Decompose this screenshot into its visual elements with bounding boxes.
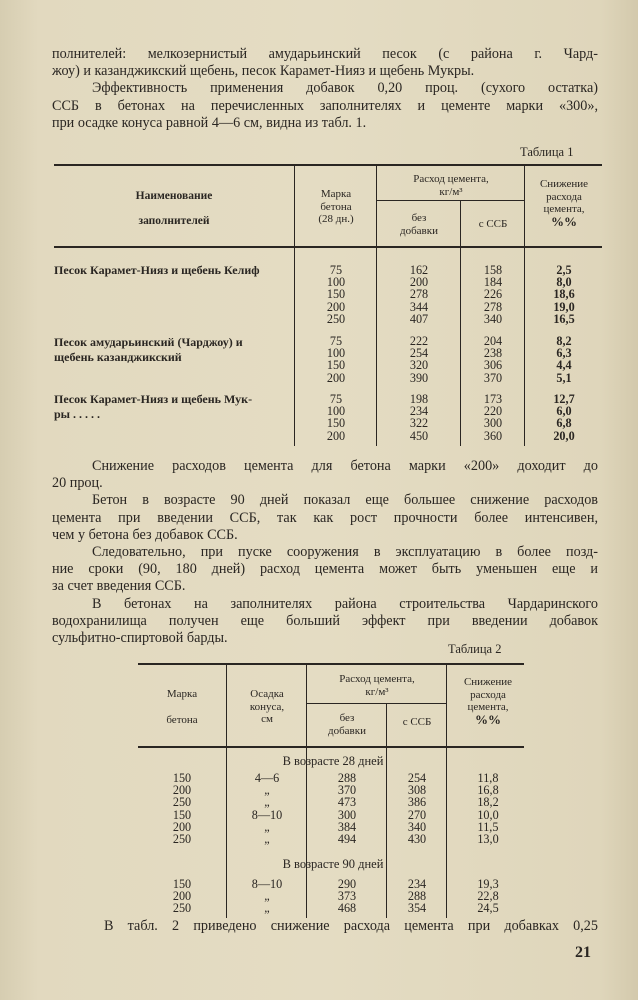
table1-reduction-cell: 2,5 8,0 18,6 19,0 16,5 [553,263,575,326]
table2-header-rule [138,746,524,748]
table1-header-rule [54,246,602,248]
table2-section-90-days: В возрасте 90 дней [282,857,384,871]
table2-subheader-rule [306,703,446,704]
table2-with-cell: 254 308 386 270 340 430 [407,771,427,847]
table1-with-cell: 158 184 226 278 340 [483,263,503,326]
table1-without-cell: 198 234 322 450 [409,392,429,443]
text-line: 20 проц. [52,475,103,492]
table1-top-rule [54,164,602,166]
table2-without-cell: 288 370 473 300 384 494 [337,771,357,847]
page-number: 21 [575,944,591,961]
text-line: ние сроки (90, 180 дней) расход цемента может быть уменьшен еще и [52,561,598,578]
table2-column-divider [386,704,387,918]
text-line: при осадке конуса равной 4—6 см, видна из табл. 1. [52,114,367,131]
table2-without-cell: 290 373 468 [337,877,357,916]
closing-line [52,918,598,935]
table1-with-cell: 173 220 300 360 [483,392,503,443]
table2-header-consumption: Расход цемента, кг/м³ [339,673,415,698]
table2-section-28-days: В возрасте 28 дней [282,754,384,768]
table1-group-label: Песок Карамет-Нияз и щебень Мук- ры . . . . . [54,392,253,421]
table2-column-divider [446,664,447,918]
table2-slump-cell: 4—6 „ „ 8—10 „ „ [251,771,283,847]
text-line: за счет введения ССБ. [52,578,186,595]
table2-grade-cell: 150 200 250 [172,877,192,916]
table1-without-cell: 222 254 320 390 [409,334,429,385]
table1-group-label: Песок Карамет-Нияз и щебень Келиф [54,263,260,277]
table2-header-slump: Осадка конуса, см [249,688,285,725]
text-line: водохранилища получен еще больший эффект при введении добавок [52,612,598,629]
table1-subheader-rule [376,200,524,201]
table1-header-consumption: Расход цемента, кг/м³ [413,173,489,198]
text-line: В табл. 2 приведено снижение расхода цемента при добавках 0,25 [104,918,598,934]
text-line: В бетонах на заполнителях района строительства Чардаринского [92,595,598,612]
text-line: Снижение расходов цемента для бетона марки «200» доходит до [92,458,598,474]
table2-grade-cell: 150 200 250 150 200 250 [172,771,192,847]
table1-column-divider [294,166,295,446]
text-line: Эффективность применения добавок 0,20 проц. (сухого остатка) [92,80,598,97]
table2-column-divider [226,664,227,918]
table1-with-cell: 204 238 306 370 [483,334,503,385]
text-line: сульфитно-спиртовой барды. [52,630,228,647]
table1-grade-cell: 75 100 150 200 250 [326,263,346,326]
table1-header-with: с ССБ [478,218,508,230]
table1-grade-cell: 75 100 150 200 [326,334,346,385]
table2-header-with: с ССБ [402,716,432,728]
text-line: цемента при введении ССБ, так как рост прочности более интенсивен, [52,509,598,526]
table2-header-without: без добавки [327,712,366,737]
table1-header-name: Наименование заполнителей [135,190,213,227]
table2-slump-cell: 8—10 „ „ [251,877,283,916]
text-line: полнителей: мелкозернистый амударьинский песок (с района г. Чард- [52,46,598,62]
table2-column-divider [306,664,307,918]
table1-column-divider [524,166,525,446]
text-line: жоу) и казанджикский щебень, песок Карамет-Нияз и щебень Мукры. [52,63,475,80]
text-line: чем у бетона без добавок ССБ. [52,526,238,543]
table1-column-divider [376,166,377,446]
table2-top-rule [138,663,524,665]
table2-header-grade: Марка бетона [166,688,198,726]
table2-with-cell: 234 288 354 [407,877,427,916]
body-paragraph [52,458,598,647]
intro-paragraph [52,46,598,132]
table1-header-reduction: Снижение расхода цемента, %% [539,178,589,229]
table2-caption: Таблица 2 [448,642,502,656]
table1-header-without: без добавки [399,212,438,237]
table1-group-label: Песок амударьинский (Чарджоу) и щебень казанджикский [54,335,243,364]
text-line: Бетон в возрасте 90 дней показал еще большее снижение расходов [92,492,598,509]
table1-header-grade: Марка бетона (28 дн.) [318,188,354,225]
table2-reduction-cell: 19,3 22,8 24,5 [477,877,499,916]
table1-without-cell: 162 200 278 344 407 [409,263,429,326]
text-line: ССБ в бетонах на перечисленных заполнителях и цементе марки «300», [52,97,598,114]
table1-reduction-cell: 12,7 6,0 6,8 20,0 [553,392,575,443]
table1-caption: Таблица 1 [520,145,574,159]
table2-reduction-cell: 11,8 16,8 18,2 10,0 11,5 13,0 [477,771,499,847]
table1-grade-cell: 75 100 150 200 [326,392,346,443]
table2-header-reduction: Снижение расхода цемента, %% [463,676,513,727]
table1-reduction-cell: 8,2 6,3 4,4 5,1 [556,334,572,385]
text-line: Следовательно, при пуске сооружения в эксплуатацию в более позд- [92,544,598,561]
table1-column-divider [460,201,461,446]
